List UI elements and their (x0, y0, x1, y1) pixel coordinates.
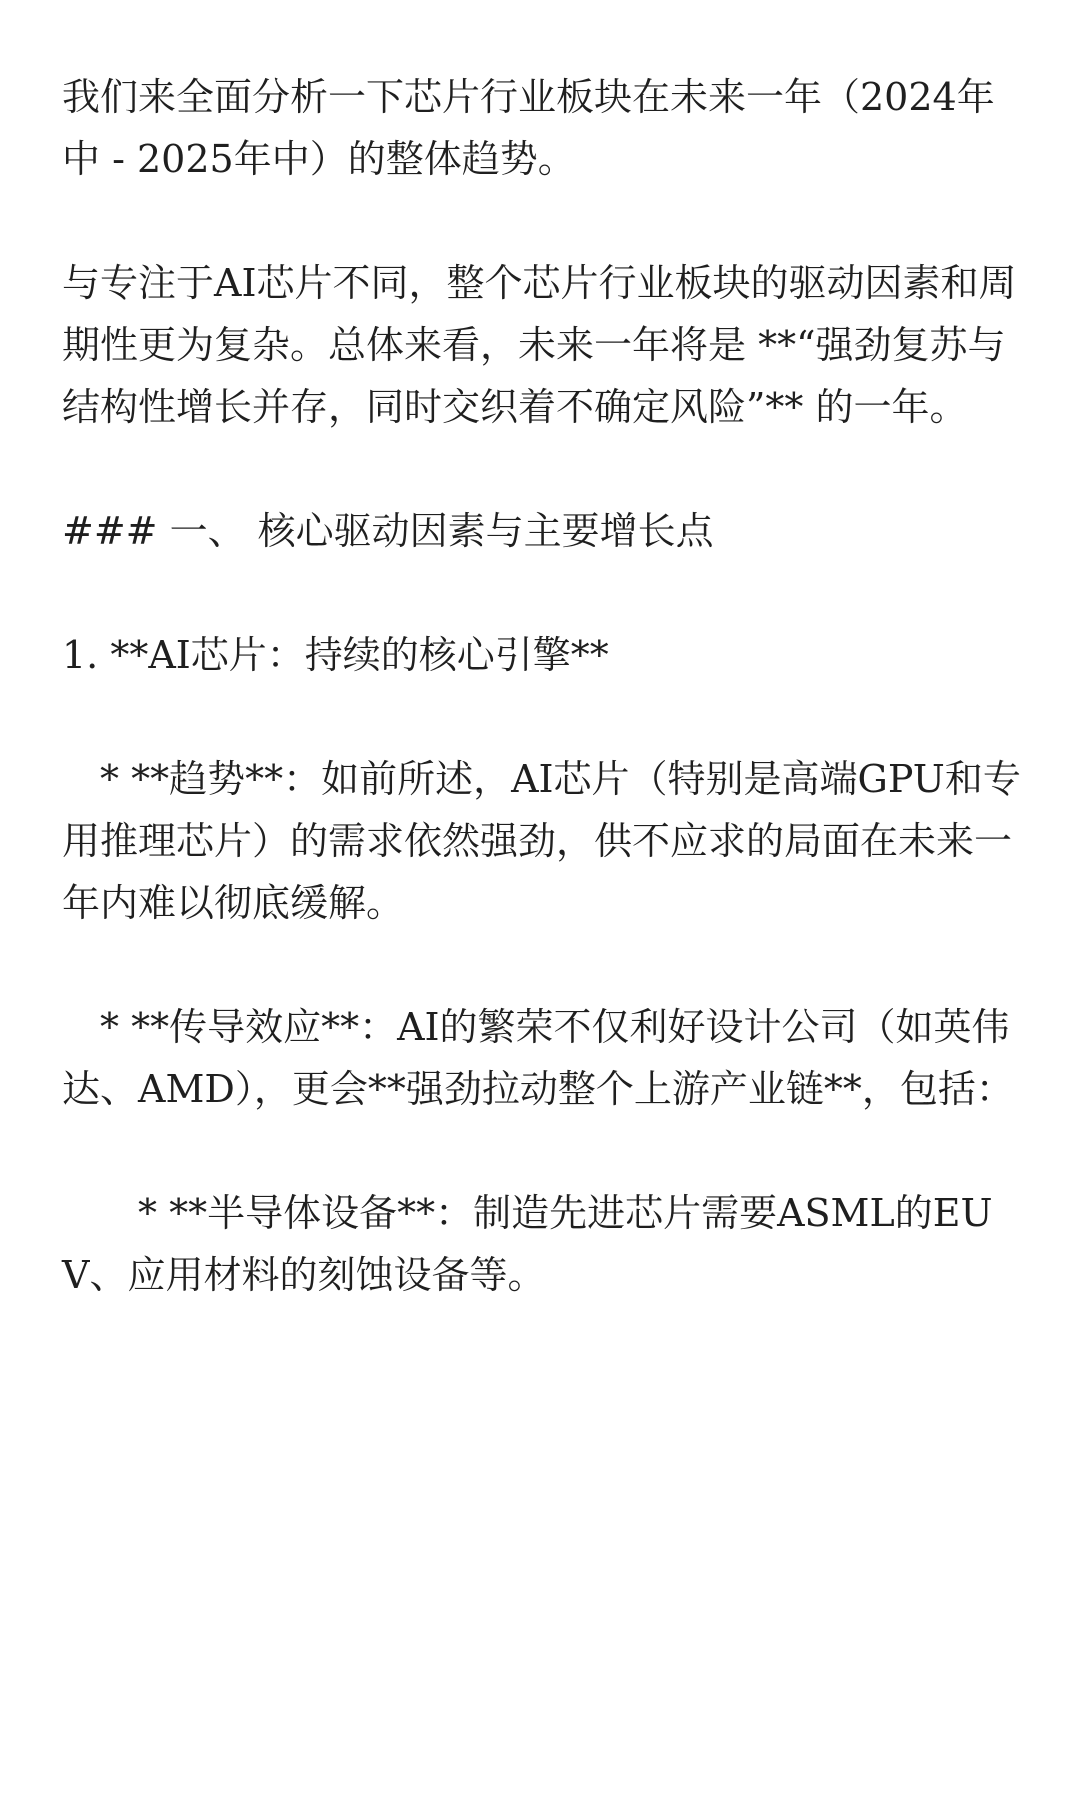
bullet-trend: * **趋势**：如前所述，AI芯片（特别是高端GPU和专用推理芯片）的需求依然强劲，供不应求的局面在未来一年内难以彻底缓解。 (62, 757, 1021, 925)
section-heading: ### 一、 核心驱动因素与主要增长点 (62, 509, 714, 553)
document-body (62, 66, 1022, 1306)
paragraph-gap (62, 190, 1022, 252)
numbered-item: 1. **AI芯片：持续的核心引擎** (62, 633, 609, 677)
paragraph-gap (62, 1120, 1022, 1182)
overview-paragraph: 与专注于AI芯片不同，整个芯片行业板块的驱动因素和周期性更为复杂。总体来看，未来一年将是 **“强劲复苏与结构性增长并存，同时交织着不确定风险”** 的一年。 (62, 261, 1017, 429)
sub-bullet-equipment: * **半导体设备**：制造先进芯片需要ASML的EUV、应用材料的刻蚀设备等。 (62, 1191, 993, 1297)
paragraph-gap (62, 562, 1022, 624)
intro-paragraph: 我们来全面分析一下芯片行业板块在未来一年（2024年中 - 2025年中）的整体趋势。 (62, 75, 995, 181)
paragraph-gap (62, 686, 1022, 748)
paragraph-gap (62, 934, 1022, 996)
bullet-spillover: * **传导效应**：AI的繁荣不仅利好设计公司（如英伟达、AMD），更会**强劲拉动整个上游产业链**，包括： (62, 1005, 1014, 1111)
paragraph-gap (62, 438, 1022, 500)
